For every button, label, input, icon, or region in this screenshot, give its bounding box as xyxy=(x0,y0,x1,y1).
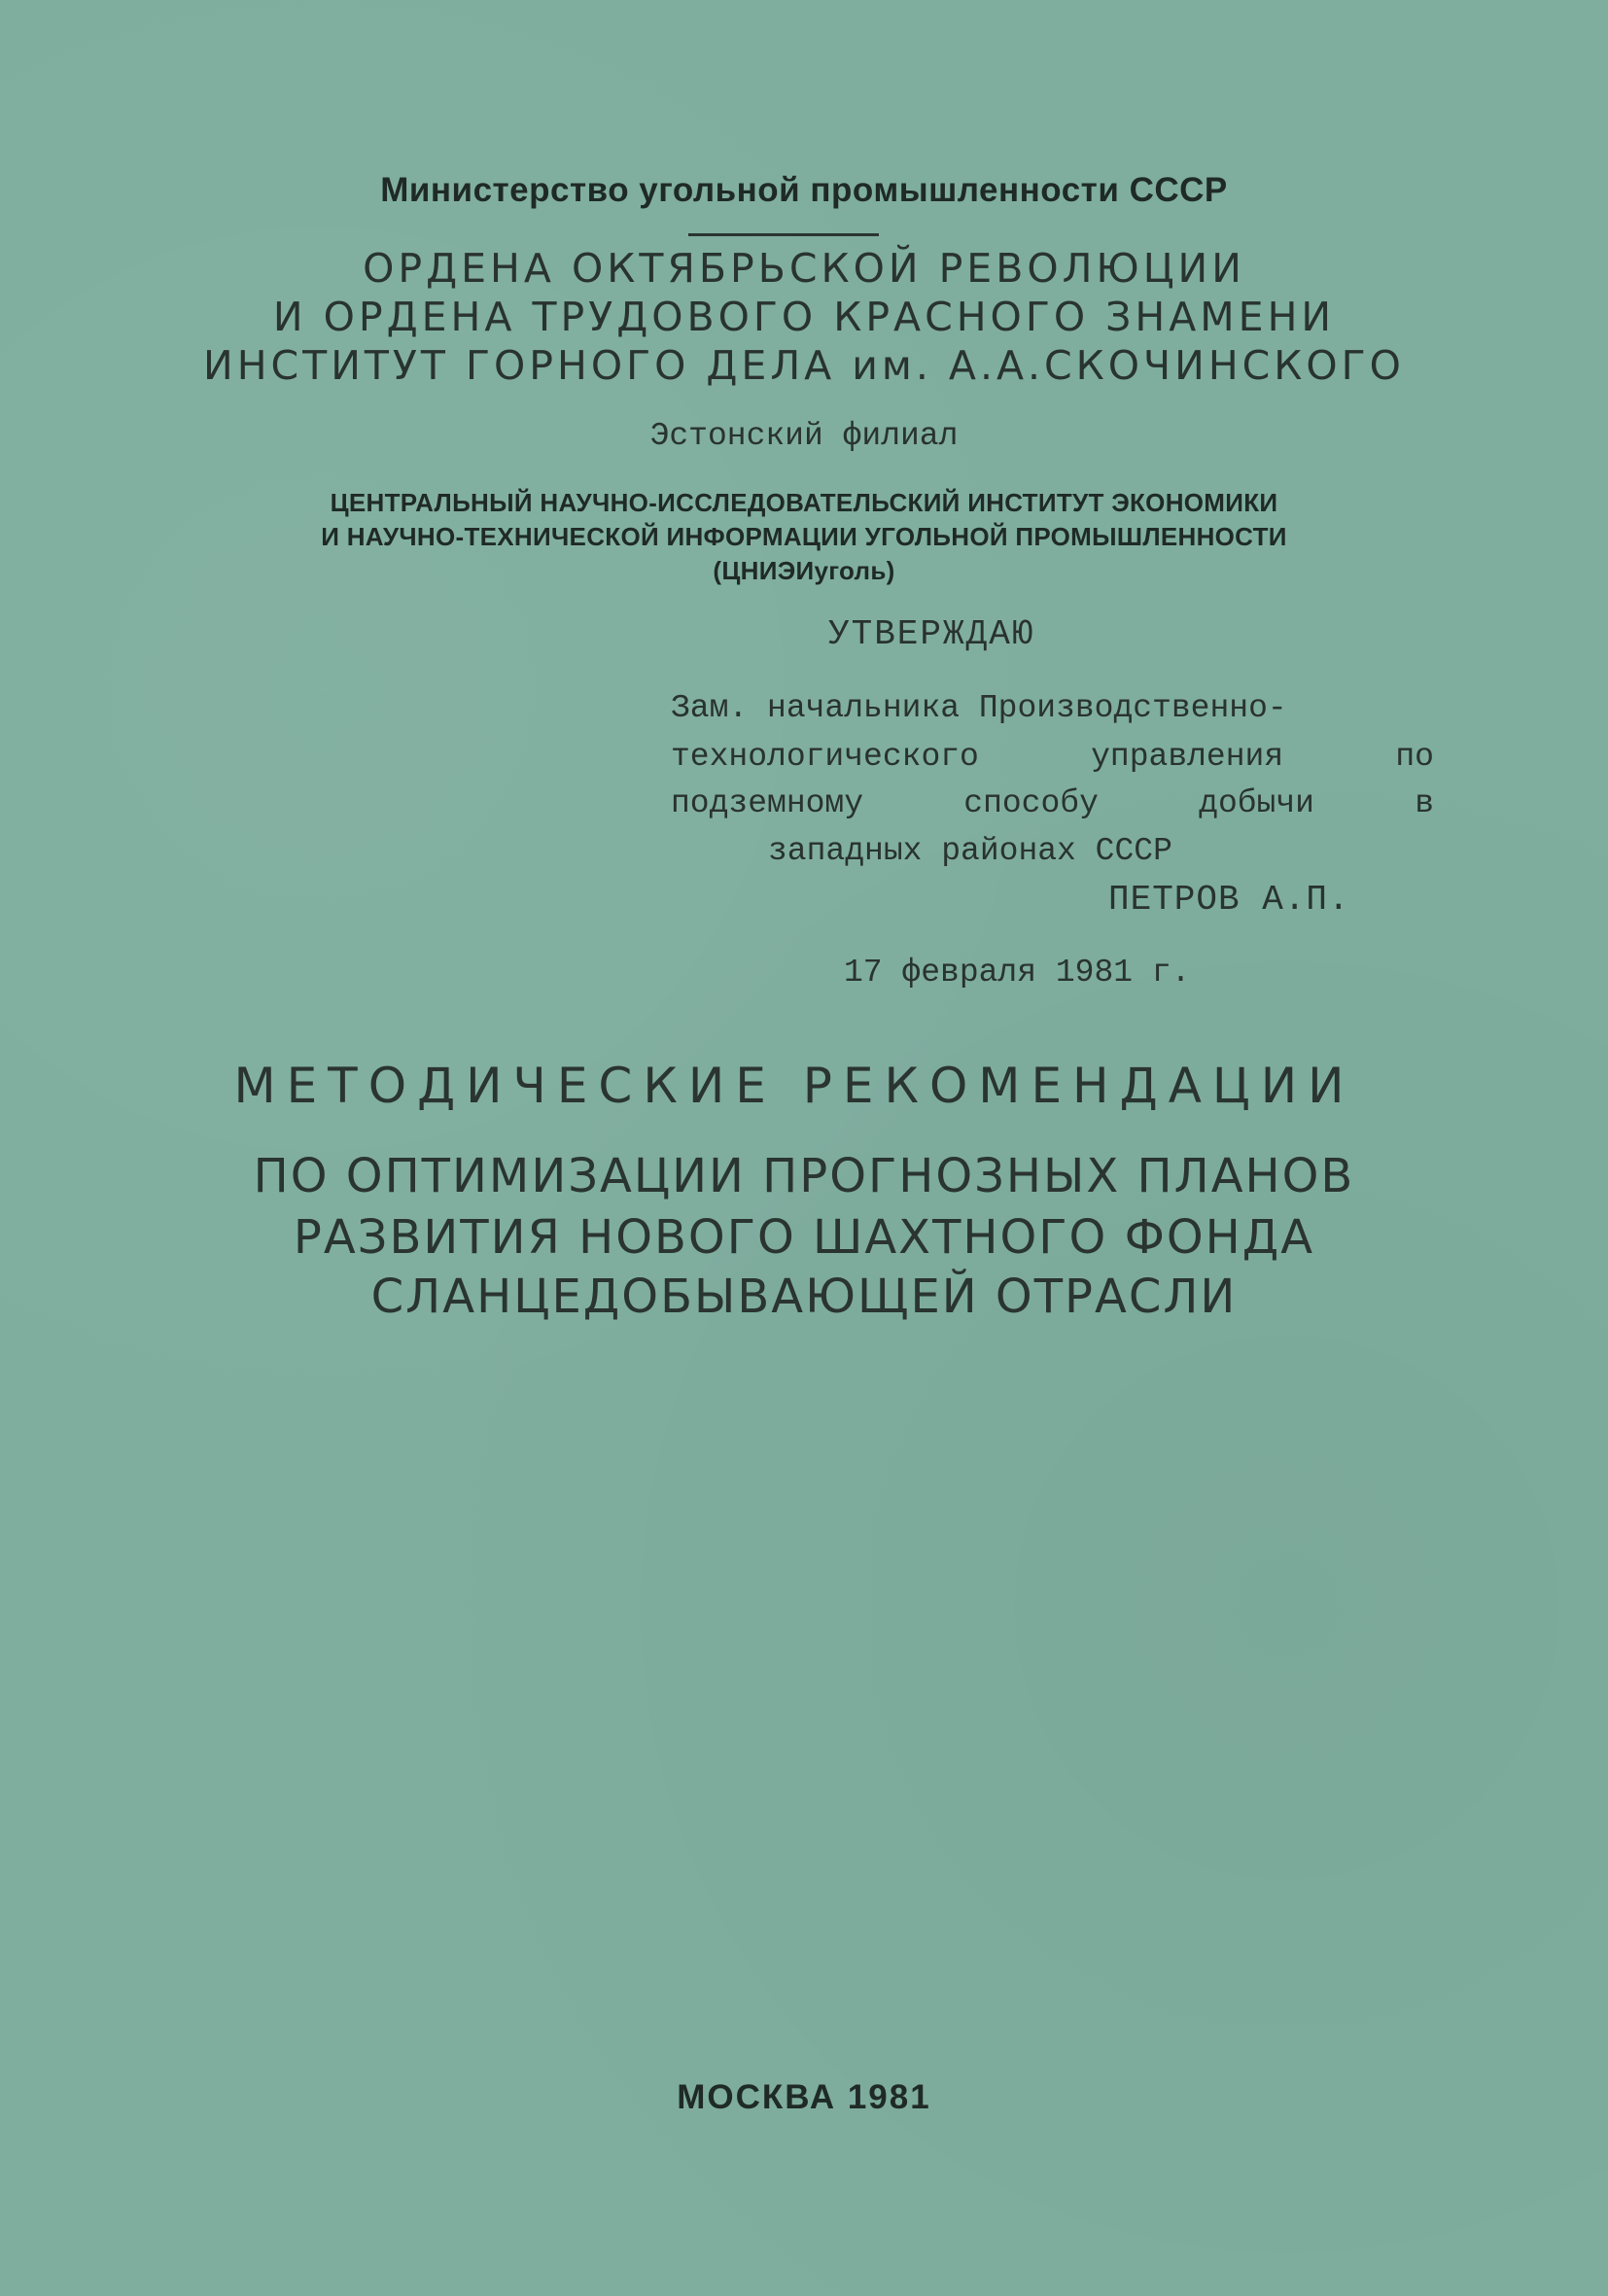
document-subtitle-line-1: ПО ОПТИМИЗАЦИИ ПРОГНОЗНЫХ ПЛАНОВ xyxy=(253,1149,1355,1203)
approval-signer: ПЕТРОВ А.П. xyxy=(1108,880,1350,920)
approval-date: 17 февраля 1981 г. xyxy=(844,955,1191,991)
heading-underline xyxy=(688,233,879,236)
approval-position-line-1: Зам. начальника Производственно- xyxy=(671,690,1287,726)
cniei-abbreviation: (ЦНИЭИуголь) xyxy=(713,556,895,585)
document-subtitle-line-2: РАЗВИТИЯ НОВОГО ШАХТНОГО ФОНДА xyxy=(293,1210,1315,1265)
cniei-line-1: ЦЕНТРАЛЬНЫЙ НАУЧНО-ИССЛЕДОВАТЕЛЬСКИЙ ИНСТИТУТ ЭКОНОМИКИ xyxy=(330,488,1278,517)
publication-place-year: МОСКВА 1981 xyxy=(677,2078,931,2116)
approval-position-line-3: подземному способу добычи в xyxy=(671,785,1434,821)
cniei-line-2: И НАУЧНО-ТЕХНИЧЕСКОЙ ИНФОРМАЦИИ УГОЛЬНОЙ ПРОМЫШЛЕННОСТИ xyxy=(321,522,1287,551)
branch-name: Эстонский филиал xyxy=(649,418,959,454)
institute-line-2: И ОРДЕНА ТРУДОВОГО КРАСНОГО ЗНАМЕНИ xyxy=(272,294,1336,340)
approval-position-line-2: технологического управления по xyxy=(671,739,1434,775)
document-subtitle-line-3: СЛАНЦЕДОБЫВАЮЩЕЙ ОТРАСЛИ xyxy=(370,1270,1238,1324)
document-title: МЕТОДИЧЕСКИЕ РЕКОМЕНДАЦИИ xyxy=(233,1058,1355,1114)
institute-line-3: ИНСТИТУТ ГОРНОГО ДЕЛА им. А.А.СКОЧИНСКОГО xyxy=(203,342,1405,389)
ministry-heading: Министерство угольной промышленности СССР xyxy=(380,171,1228,209)
approval-position-line-4: западных районах СССР xyxy=(768,833,1172,869)
institute-line-1: ОРДЕНА ОКТЯБРЬСКОЙ РЕВОЛЮЦИИ xyxy=(363,245,1245,292)
approval-heading: УТВЕРЖДАЮ xyxy=(828,614,1035,654)
